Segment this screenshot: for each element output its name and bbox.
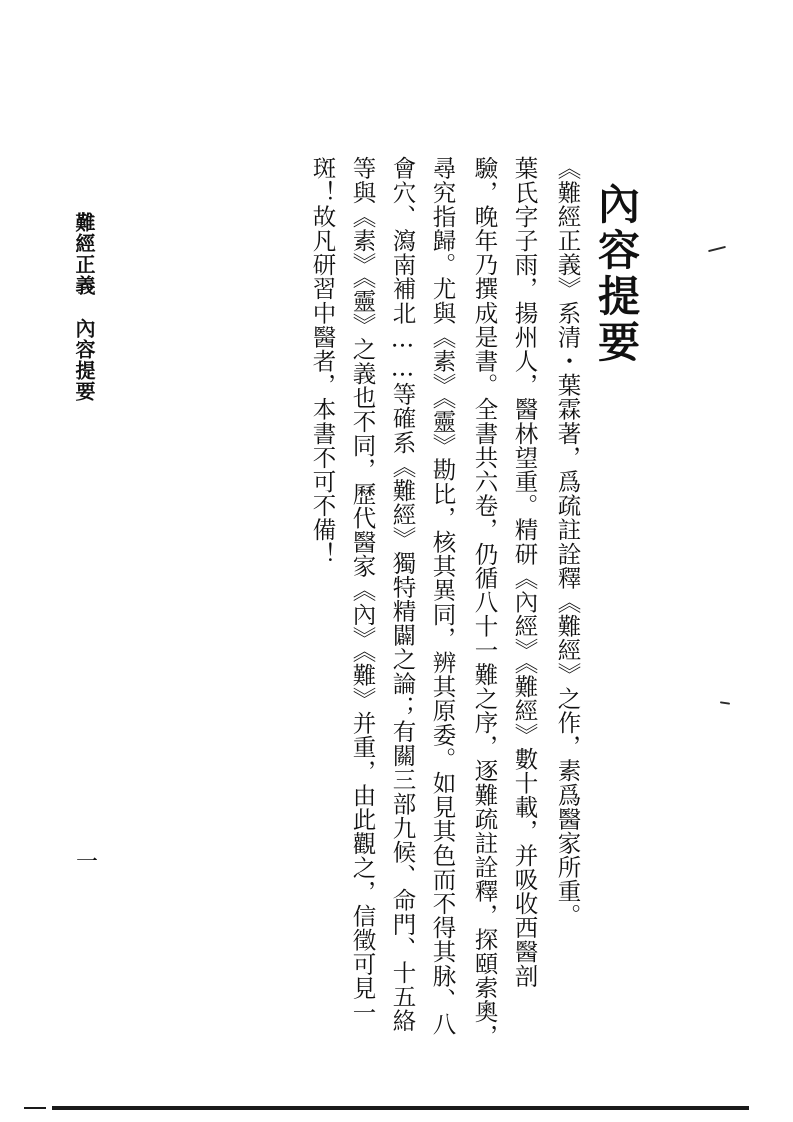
running-head-book-title: 難經正義 <box>72 212 96 296</box>
running-head-section-title: 內容提要 <box>72 318 96 402</box>
page-number: 一 <box>76 850 99 875</box>
scan-mark <box>708 246 726 252</box>
scan-mark <box>720 701 730 704</box>
body-text-column-1: 《難經正義》系清・葉霖著，爲疏註詮釋《難經》之作，素爲醫家所重。 <box>553 156 582 928</box>
page-title: 內容提要 <box>592 182 641 366</box>
body-text-column-7: 斑！故凡研習中醫者，本書不可不備！ <box>308 156 337 566</box>
body-text-column-6: 等與《素》《靈》之義也不同，歷代醫家《內》《難》并重，由此觀之，信徵可見一 <box>348 156 377 1025</box>
body-text-column-3: 驗，晚年乃撰成是書。全書共六卷，仍循八十一難之序，逐難疏註詮釋，探頤索奧， <box>470 156 499 1048</box>
bottom-rule-stub <box>24 1107 46 1109</box>
bottom-rule <box>52 1106 749 1110</box>
running-head <box>74 212 94 402</box>
body-text-column-2: 葉氏字子雨，揚州人，醫林望重。精研《內經》《難經》數十載，并吸收西醫剖 <box>510 156 539 988</box>
body-text-column-4: 尋究指歸。尤與《素》《靈》勘比，核其異同，辨其原委。如見其色而不得其脉、八 <box>428 156 457 1036</box>
body-text-column-5: 會穴、瀉南補北……等確系《難經》獨特精闢之論；有關三部九候、命門、十五絡 <box>388 156 417 1033</box>
